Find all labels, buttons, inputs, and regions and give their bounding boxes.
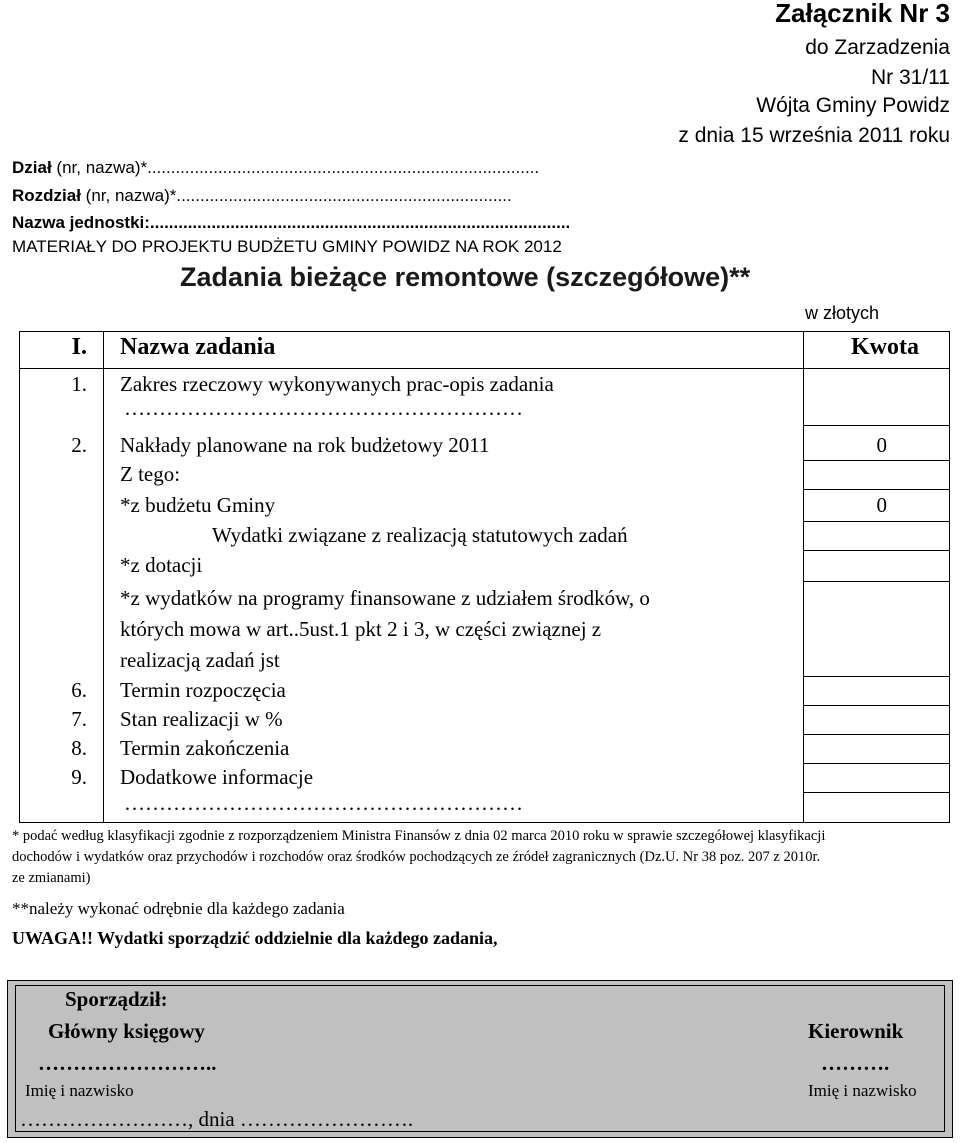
header-line-zarzadzenie: do Zarzadzenia bbox=[805, 36, 950, 59]
footnote-classification-line1: * podać według klasyfikacji zgodnie z rozporządzeniem Ministra Finansów z dnia 02 marca 2010 roku w sprawie szczegółowej klasyfikacji bbox=[12, 828, 826, 844]
table-rule bbox=[803, 460, 949, 461]
row-programy-line1: *z wydatków na programy finansowane z udziałem środków, o bbox=[120, 586, 650, 610]
footnote-separate-tasks: **należy wykonać odrębnie dla każdego zadania bbox=[12, 899, 345, 918]
signature-box bbox=[7, 980, 953, 1138]
unit-label: w złotych bbox=[805, 303, 880, 323]
accountant-signature-dots: …………………….. bbox=[38, 1051, 217, 1075]
table-header-amount: Kwota bbox=[851, 334, 919, 360]
table-rule bbox=[803, 425, 949, 426]
accountant-name-caption: Imię i nazwisko bbox=[25, 1081, 134, 1100]
table-rule bbox=[803, 521, 949, 522]
row1-text: Zakres rzeczowy wykonywanych prac-opis zadania bbox=[120, 372, 554, 396]
row7-text: Stan realizacji w % bbox=[120, 707, 283, 731]
date-place-dots: …………………… bbox=[20, 1107, 188, 1131]
table-header-name: Nazwa zadania bbox=[120, 334, 276, 360]
footnote-classification-line3: ze zmianami) bbox=[12, 870, 91, 886]
page-subtitle: Zadania bieżące remontowe (szczegółowe)** bbox=[180, 262, 751, 292]
prepared-by-label: Sporządził: bbox=[65, 987, 168, 1011]
table-rule bbox=[803, 550, 949, 551]
table-rule bbox=[803, 792, 949, 793]
rozdzial-rest: (nr, nazwa)*....................................................................... bbox=[80, 186, 512, 205]
footnote-classification-line2: dochodów i wydatków oraz przychodów i rozchodów oraz środków pochodzących ze źródeł zagranicznych (Dz.U. Nr 38 poz. 207 z 2010r. bbox=[12, 849, 821, 865]
row9-text: Dodatkowe informacje bbox=[120, 765, 314, 789]
warning-note: UWAGA!! Wydatki sporządzić oddzielnie dla każdego zadania, bbox=[12, 928, 498, 948]
table-divider-left bbox=[103, 332, 104, 822]
row-dotacji: *z dotacji bbox=[120, 553, 203, 577]
row2-amount: 0 bbox=[876, 433, 887, 457]
header-line-number: Nr 31/11 bbox=[871, 66, 950, 89]
row9-dots: ………………………………………………… bbox=[124, 791, 523, 815]
task-table bbox=[19, 331, 950, 823]
table-rule bbox=[803, 763, 949, 764]
dzial-label: Dział bbox=[12, 158, 52, 177]
date-label: , dnia bbox=[188, 1107, 235, 1131]
table-rule bbox=[803, 489, 949, 490]
row2-number: 2. bbox=[71, 433, 87, 457]
jednostka-field: Nazwa jednostki:......................................................................................... bbox=[12, 213, 571, 232]
date-value-dots: ……………………. bbox=[239, 1107, 414, 1131]
table-header-number: I. bbox=[71, 334, 87, 360]
row-programy-line3: realizacją zadań jst bbox=[120, 648, 280, 672]
header-line-date: z dnia 15 września 2011 roku bbox=[678, 124, 950, 147]
row-budzet-gminy: *z budżetu Gminy bbox=[120, 493, 276, 517]
table-rule bbox=[803, 734, 949, 735]
row7-number: 7. bbox=[71, 707, 87, 731]
manager-label: Kierownik bbox=[808, 1019, 904, 1043]
row9-number: 9. bbox=[71, 765, 87, 789]
row2-text: Nakłady planowane na rok budżetowy 2011 bbox=[120, 433, 490, 457]
row-wydatki-statutowe: Wydatki związane z realizacją statutowych zadań bbox=[212, 523, 628, 547]
table-rule bbox=[803, 581, 949, 582]
row-z-tego: Z tego: bbox=[120, 462, 181, 486]
table-divider-right bbox=[803, 332, 804, 822]
row6-text: Termin rozpoczęcia bbox=[120, 678, 286, 702]
header-line-wojt: Wójta Gminy Powidz bbox=[756, 94, 950, 117]
dzial-rest: (nr, nazwa)*................................................................................... bbox=[51, 158, 540, 177]
rozdzial-field bbox=[12, 186, 512, 206]
attachment-title: Załącznik Nr 3 bbox=[775, 0, 950, 28]
row-budzet-amount: 0 bbox=[876, 493, 887, 517]
materialy-heading: MATERIAŁY DO PROJEKTU BUDŻETU GMINY POWIDZ NA ROK 2012 bbox=[12, 237, 562, 256]
rozdzial-label: Rozdział bbox=[12, 186, 81, 205]
row1-dots: ………………………………………………… bbox=[124, 396, 523, 420]
manager-name-caption: Imię i nazwisko bbox=[808, 1081, 917, 1100]
table-rule bbox=[803, 676, 949, 677]
manager-signature-dots: ………. bbox=[821, 1051, 890, 1075]
table-rule bbox=[803, 705, 949, 706]
row-programy-line2: których mowa w art..5ust.1 pkt 2 i 3, w części związnej z bbox=[120, 617, 602, 641]
dzial-field bbox=[12, 158, 539, 178]
row8-text: Termin zakończenia bbox=[120, 736, 290, 760]
table-header-rule bbox=[20, 368, 949, 369]
row1-number: 1. bbox=[71, 372, 87, 396]
date-line bbox=[20, 1107, 413, 1132]
chief-accountant-label: Główny księgowy bbox=[48, 1019, 205, 1043]
row8-number: 8. bbox=[71, 736, 87, 760]
row6-number: 6. bbox=[71, 678, 87, 702]
